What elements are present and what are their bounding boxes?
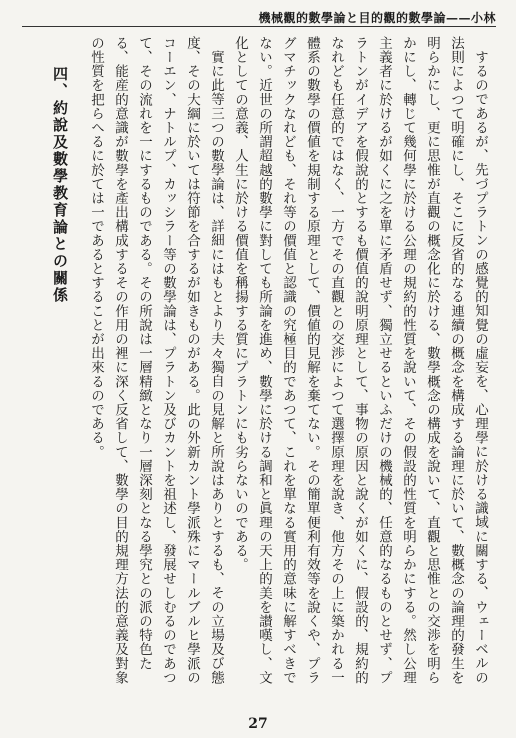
paragraph-2: 實に此等三つの數學論は、詳細にはもとより夫々獨自の見解と所說はありとするも、その立場及び態度、その大綱に於いては符節を合するが如きものがある。此の外新カント學派殊にマールブルヒ學派のコーエン、ナトルプ、カッシラー等の數學論は、プラトン及びカントを祖述し、發展せしむるのであつて、その流れを一にするものである。その所說は一層精緻となり一層深刻となる學究との派の特色たる、能産的意識が數學を產出構成するその作用の裡に深く反省して、數學の目的規理方法的意義及對象の性質を把らへるに於ては一であるとすることが出來るのである。 [88, 36, 224, 685]
paragraph-1: するのであるが、先づプラトンの感覺的知覺の虛妄を、心理學に於ける識域に關する、ウェーベルの法則によつて明確にし、そこに反省的なる連續の概念を構成する論理に於いて、數概念の論理的發生を明らかにし、更に思惟が直觀の概念化に於ける、數學概念の構成を說いて、直觀と思惟との交渉を明らかにし、轉じて幾何學に於ける公理の規約的性質を說いて、その假設的性質を明らかにする。然し公理主義者に於けるが如くに之を單に矛盾せず、獨立せるといふだけの機械的、任意的なるものとせず、プラトンがイデアを假說的とするも價值的說明原理として、事物の原因と說くが如くに、假設的、規約的なれども任意的ではなく、一方でその直觀との交渉によつて選擇原理を說き、他方その上に築かれる一體系の數學の價値を規制する原理として、價値的見解を棄てない。その簡單便利有效等を說くや、プラグマチックなれども、それ等の價值と認識の究極目的であつて、これを單なる實用的意味に解すべきでない。近世の所謂超越的數學に對しても所論を進め、數學に於ける調和と眞理の天上的美を讃嘆し、文化としての意義、人生に於ける價值を稱揚する質にプラトンにも劣らないのである。 [232, 36, 488, 685]
body-text [22, 36, 492, 686]
running-title: 機械觀的數學論と目的觀的數學論——小林 [258, 10, 496, 25]
section-heading: 四、約說及數學教育論との關係 [51, 66, 69, 304]
running-header [22, 8, 496, 27]
page-number: 27 [248, 716, 268, 732]
